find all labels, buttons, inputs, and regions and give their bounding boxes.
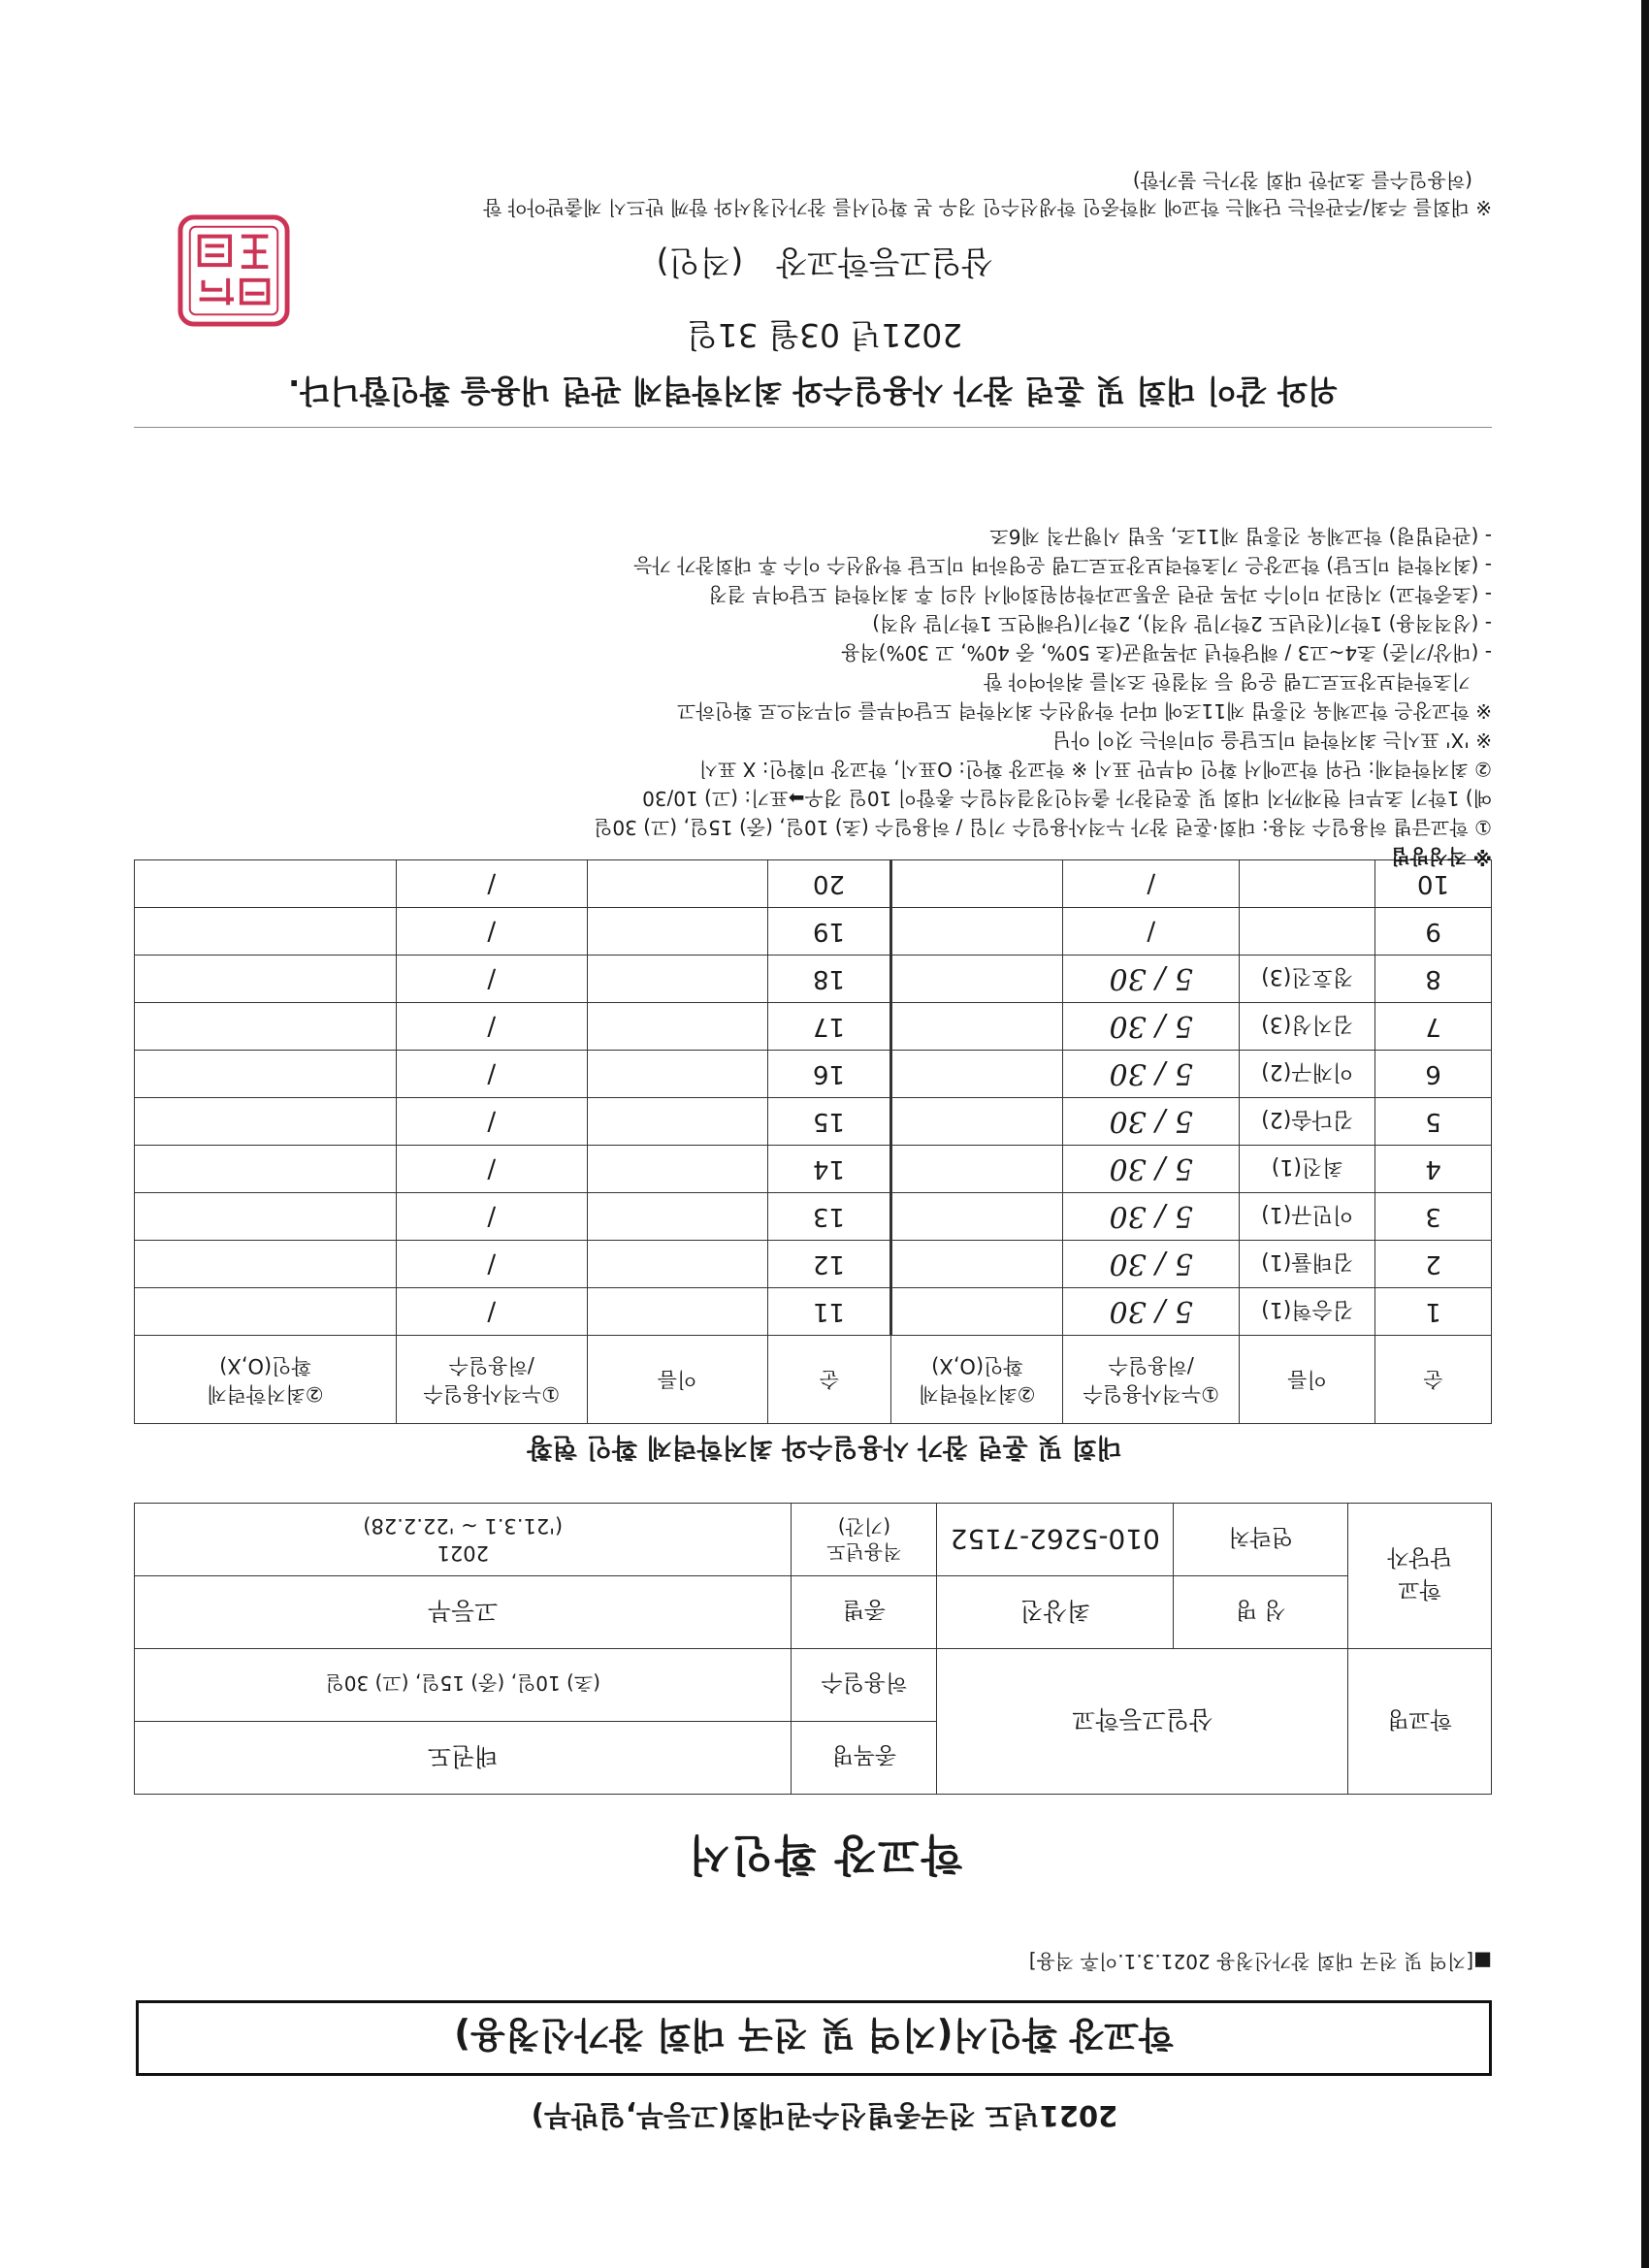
school-value: 삼일고등학교 [937, 1649, 1348, 1795]
row-no: 10 [1375, 860, 1492, 908]
row-no: 15 [767, 1098, 891, 1146]
competition-title: 2021년도 전국종별선수권대회(고등부,일반부) [531, 2099, 1118, 2132]
confirm-heading: 학교장 확인서 [686, 1830, 963, 1879]
note-line: ② 최저학력제: 단위 학교에서 확인 여부만 표시 ※ 학교장 확인: O표시, 학교장 미확인: X 표시 [698, 758, 1492, 781]
row-name: 이재구(2) [1240, 1051, 1375, 1098]
table-row [135, 1193, 1492, 1241]
row-no: 6 [1375, 1051, 1492, 1098]
row-min-grade [135, 1146, 397, 1193]
row-name [587, 1098, 767, 1146]
period-value [135, 1504, 792, 1576]
row-min-grade [891, 908, 1063, 956]
row-days: 5 / 30 [1063, 956, 1240, 1003]
table-row [135, 956, 1492, 1003]
row-min-grade [891, 1146, 1063, 1193]
row-name [587, 1146, 767, 1193]
contact-value: 010-5262-7152 [937, 1504, 1174, 1576]
period-range: ('21.3.1 ~ '22.2.28) [363, 1514, 564, 1538]
row-min-grade [135, 1051, 397, 1098]
row-no: 16 [767, 1051, 891, 1098]
note-line: ※ 'X' 표시는 최저학력 미도달을 의미하는 것이 아님 [1051, 729, 1492, 752]
row-min-grade [891, 1288, 1063, 1336]
row-no: 12 [767, 1241, 891, 1288]
contact-label: 연락처 [1174, 1504, 1348, 1576]
note-line: ① 학교급별 허용일수 적용: 대회·훈련 참가 누적사용일수 기입 / 허용일수 (초) 10일, (중) 15일, (고) 30일 [594, 816, 1492, 839]
status-table-title: 대회 및 훈련 참가 사용일수와 최저학력제 확인 현황 [527, 1432, 1122, 1462]
division-label: 종별 [792, 1576, 937, 1649]
row-no: 19 [767, 908, 891, 956]
note-line: 예) 1학기 초부터 현재까지 대회 및 훈련참가 출석인정결석일수 총합이 10일 경우➡표기: (고) 10/30 [642, 787, 1492, 810]
row-name: 김다솜(2) [1240, 1098, 1375, 1146]
row-days: / [396, 908, 587, 956]
row-no: 14 [767, 1146, 891, 1193]
confirmation-statement: 위와 같이 대회 및 훈련 참가 사용일수와 최저학력제 관련 내용을 확인합니다. [134, 371, 1492, 428]
row-name [1240, 908, 1375, 956]
row-days: 5 / 30 [1063, 1146, 1240, 1193]
table-row [135, 1003, 1492, 1051]
row-min-grade [135, 1241, 397, 1288]
confirmation-date: 2021년 03월 31일 [686, 316, 963, 354]
table-row [135, 1288, 1492, 1336]
row-days: / [396, 956, 587, 1003]
note-line: - (관련법령) 학교체육 진흥법 제11조, 동법 시행규칙 제6조 [989, 525, 1492, 548]
event-value: 태권도 [135, 1722, 792, 1795]
row-no: 3 [1375, 1193, 1492, 1241]
footnote [134, 167, 1492, 221]
status-table [134, 859, 1492, 1424]
note-line: - (최저학력 미도달) 학교장은 기초학력보장프로그램 운영하며 미도달 학생선수 이수 후 대회참가 가능 [633, 554, 1492, 577]
official-seal-stamp [177, 213, 291, 328]
note-line: ※ 학교장은 학교체육 진흥법 제11조에 따라 학생선수 최저학력 도달여부를 의무적으로 확인하고 [677, 699, 1492, 723]
header-no-2: 순 [767, 1336, 891, 1424]
row-no: 7 [1375, 1003, 1492, 1051]
row-no: 8 [1375, 956, 1492, 1003]
row-days: / [1063, 860, 1240, 908]
row-no: 9 [1375, 908, 1492, 956]
header-name: 이름 [1240, 1336, 1375, 1424]
header-days-2: ①누적사용일수 /허용일수 [396, 1336, 587, 1424]
note-line: 기초학력보장프로그램 운영 등 적절한 조치를 취하여야 함 [984, 670, 1471, 694]
school-info-table [134, 1503, 1492, 1795]
division-value: 고등부 [135, 1576, 792, 1649]
notes-heading: ※ 작성방법 [1391, 845, 1492, 868]
row-no: 2 [1375, 1241, 1492, 1288]
row-name [587, 956, 767, 1003]
row-min-grade [891, 1051, 1063, 1098]
footnote-line: ※ 대회를 주최/주관하는 단체는 학교에 재학중인 학생선수인 경우 본 확인서를 참가신청서와 함께 반드시 제출받아야 함 [483, 196, 1492, 219]
table-row [135, 1051, 1492, 1098]
row-days: / [396, 1003, 587, 1051]
row-days: 5 / 30 [1063, 1003, 1240, 1051]
header-min-grade: ②최저학력제 확인(O,X) [891, 1336, 1063, 1424]
note-line: - (초중학교) 지원과 미이수 과목 관련 공통교과학위원회에서 심의 후 최저학력 도달여부 결정 [708, 583, 1492, 606]
row-name [587, 1003, 767, 1051]
row-no: 13 [767, 1193, 891, 1241]
note-line: - (대상/기준) 초4~고3 / 해당학년 과목평균(초 50%, 중 40%, 고 30%)적용 [841, 641, 1492, 664]
row-name: 정호진(3) [1240, 956, 1375, 1003]
row-min-grade [135, 908, 397, 956]
row-days: / [396, 1241, 587, 1288]
row-min-grade [135, 1003, 397, 1051]
row-name [587, 1288, 767, 1336]
footnote-line: (허용일수를 초과한 대회 참가는 불가함) [1132, 169, 1472, 192]
allowed-days-value: (초) 10일, (중) 15일, (고) 30일 [135, 1649, 792, 1722]
row-name [587, 1241, 767, 1288]
row-name: 최진(1) [1240, 1146, 1375, 1193]
document-title-box: 학교장 확인서(지역 및 전국 대회 참가신청용) [136, 2000, 1492, 2076]
header-no: 순 [1375, 1336, 1492, 1424]
table-row [135, 908, 1492, 956]
applies-note: ■[지역 및 전국 대회 참가신청용 2021.3.1.이후 적용] [1028, 1950, 1492, 1973]
row-min-grade [891, 956, 1063, 1003]
manager-label: 학교 담당자 [1348, 1504, 1492, 1649]
row-days: 5 / 30 [1063, 1241, 1240, 1288]
row-no: 20 [767, 860, 891, 908]
row-no: 1 [1375, 1288, 1492, 1336]
row-days: 5 / 30 [1063, 1051, 1240, 1098]
row-min-grade [891, 1098, 1063, 1146]
row-no: 4 [1375, 1146, 1492, 1193]
status-rows [135, 860, 1492, 1336]
row-name [587, 1193, 767, 1241]
row-no: 11 [767, 1288, 891, 1336]
period-label: 적용년도 (기간) [792, 1504, 937, 1576]
row-no: 17 [767, 1003, 891, 1051]
row-min-grade [135, 1098, 397, 1146]
allowed-days-label: 허용일수 [792, 1649, 937, 1722]
row-days: / [396, 1051, 587, 1098]
row-name: 이민규(1) [1240, 1193, 1375, 1241]
row-days: / [396, 1098, 587, 1146]
row-name: 김승혁(1) [1240, 1288, 1375, 1336]
header-min-grade-2: ②최저학력제 확인(O,X) [135, 1336, 397, 1424]
row-no: 18 [767, 956, 891, 1003]
school-label: 학교명 [1348, 1649, 1492, 1795]
row-name [587, 1051, 767, 1098]
header-days: ①누적사용일수 /허용일수 [1063, 1336, 1240, 1424]
row-min-grade [135, 956, 397, 1003]
row-days: 5 / 30 [1063, 1193, 1240, 1241]
table-row [135, 1098, 1492, 1146]
instructions [134, 522, 1492, 871]
row-days: / [396, 1193, 587, 1241]
row-days: / [396, 1146, 587, 1193]
row-min-grade [891, 1241, 1063, 1288]
seal-label: (직인) [656, 243, 744, 281]
row-name: 김태률(1) [1240, 1241, 1375, 1288]
row-min-grade [135, 1288, 397, 1336]
row-days: / [396, 1288, 587, 1336]
event-label: 종목명 [792, 1722, 937, 1795]
row-days: 5 / 30 [1063, 1288, 1240, 1336]
note-line: - (성적적용) 1학기(전년도 2학기말 성적), 2학기(당해연도 1학기말 성적) [872, 612, 1492, 635]
row-days: / [396, 860, 587, 908]
name-label: 성 명 [1174, 1576, 1348, 1649]
principal-name: 삼일고등학교장 [776, 243, 993, 281]
row-min-grade [135, 1193, 397, 1241]
row-no: 5 [1375, 1098, 1492, 1146]
header-name-2: 이름 [587, 1336, 767, 1424]
row-min-grade [891, 1193, 1063, 1241]
period-year: 2021 [436, 1541, 489, 1565]
table-row [135, 1241, 1492, 1288]
row-name: 김지성(3) [1240, 1003, 1375, 1051]
row-name [587, 908, 767, 956]
name-value: 최상진 [937, 1576, 1174, 1649]
row-min-grade [891, 1003, 1063, 1051]
row-days: / [1063, 908, 1240, 956]
row-days: 5 / 30 [1063, 1098, 1240, 1146]
table-row [135, 1146, 1492, 1193]
